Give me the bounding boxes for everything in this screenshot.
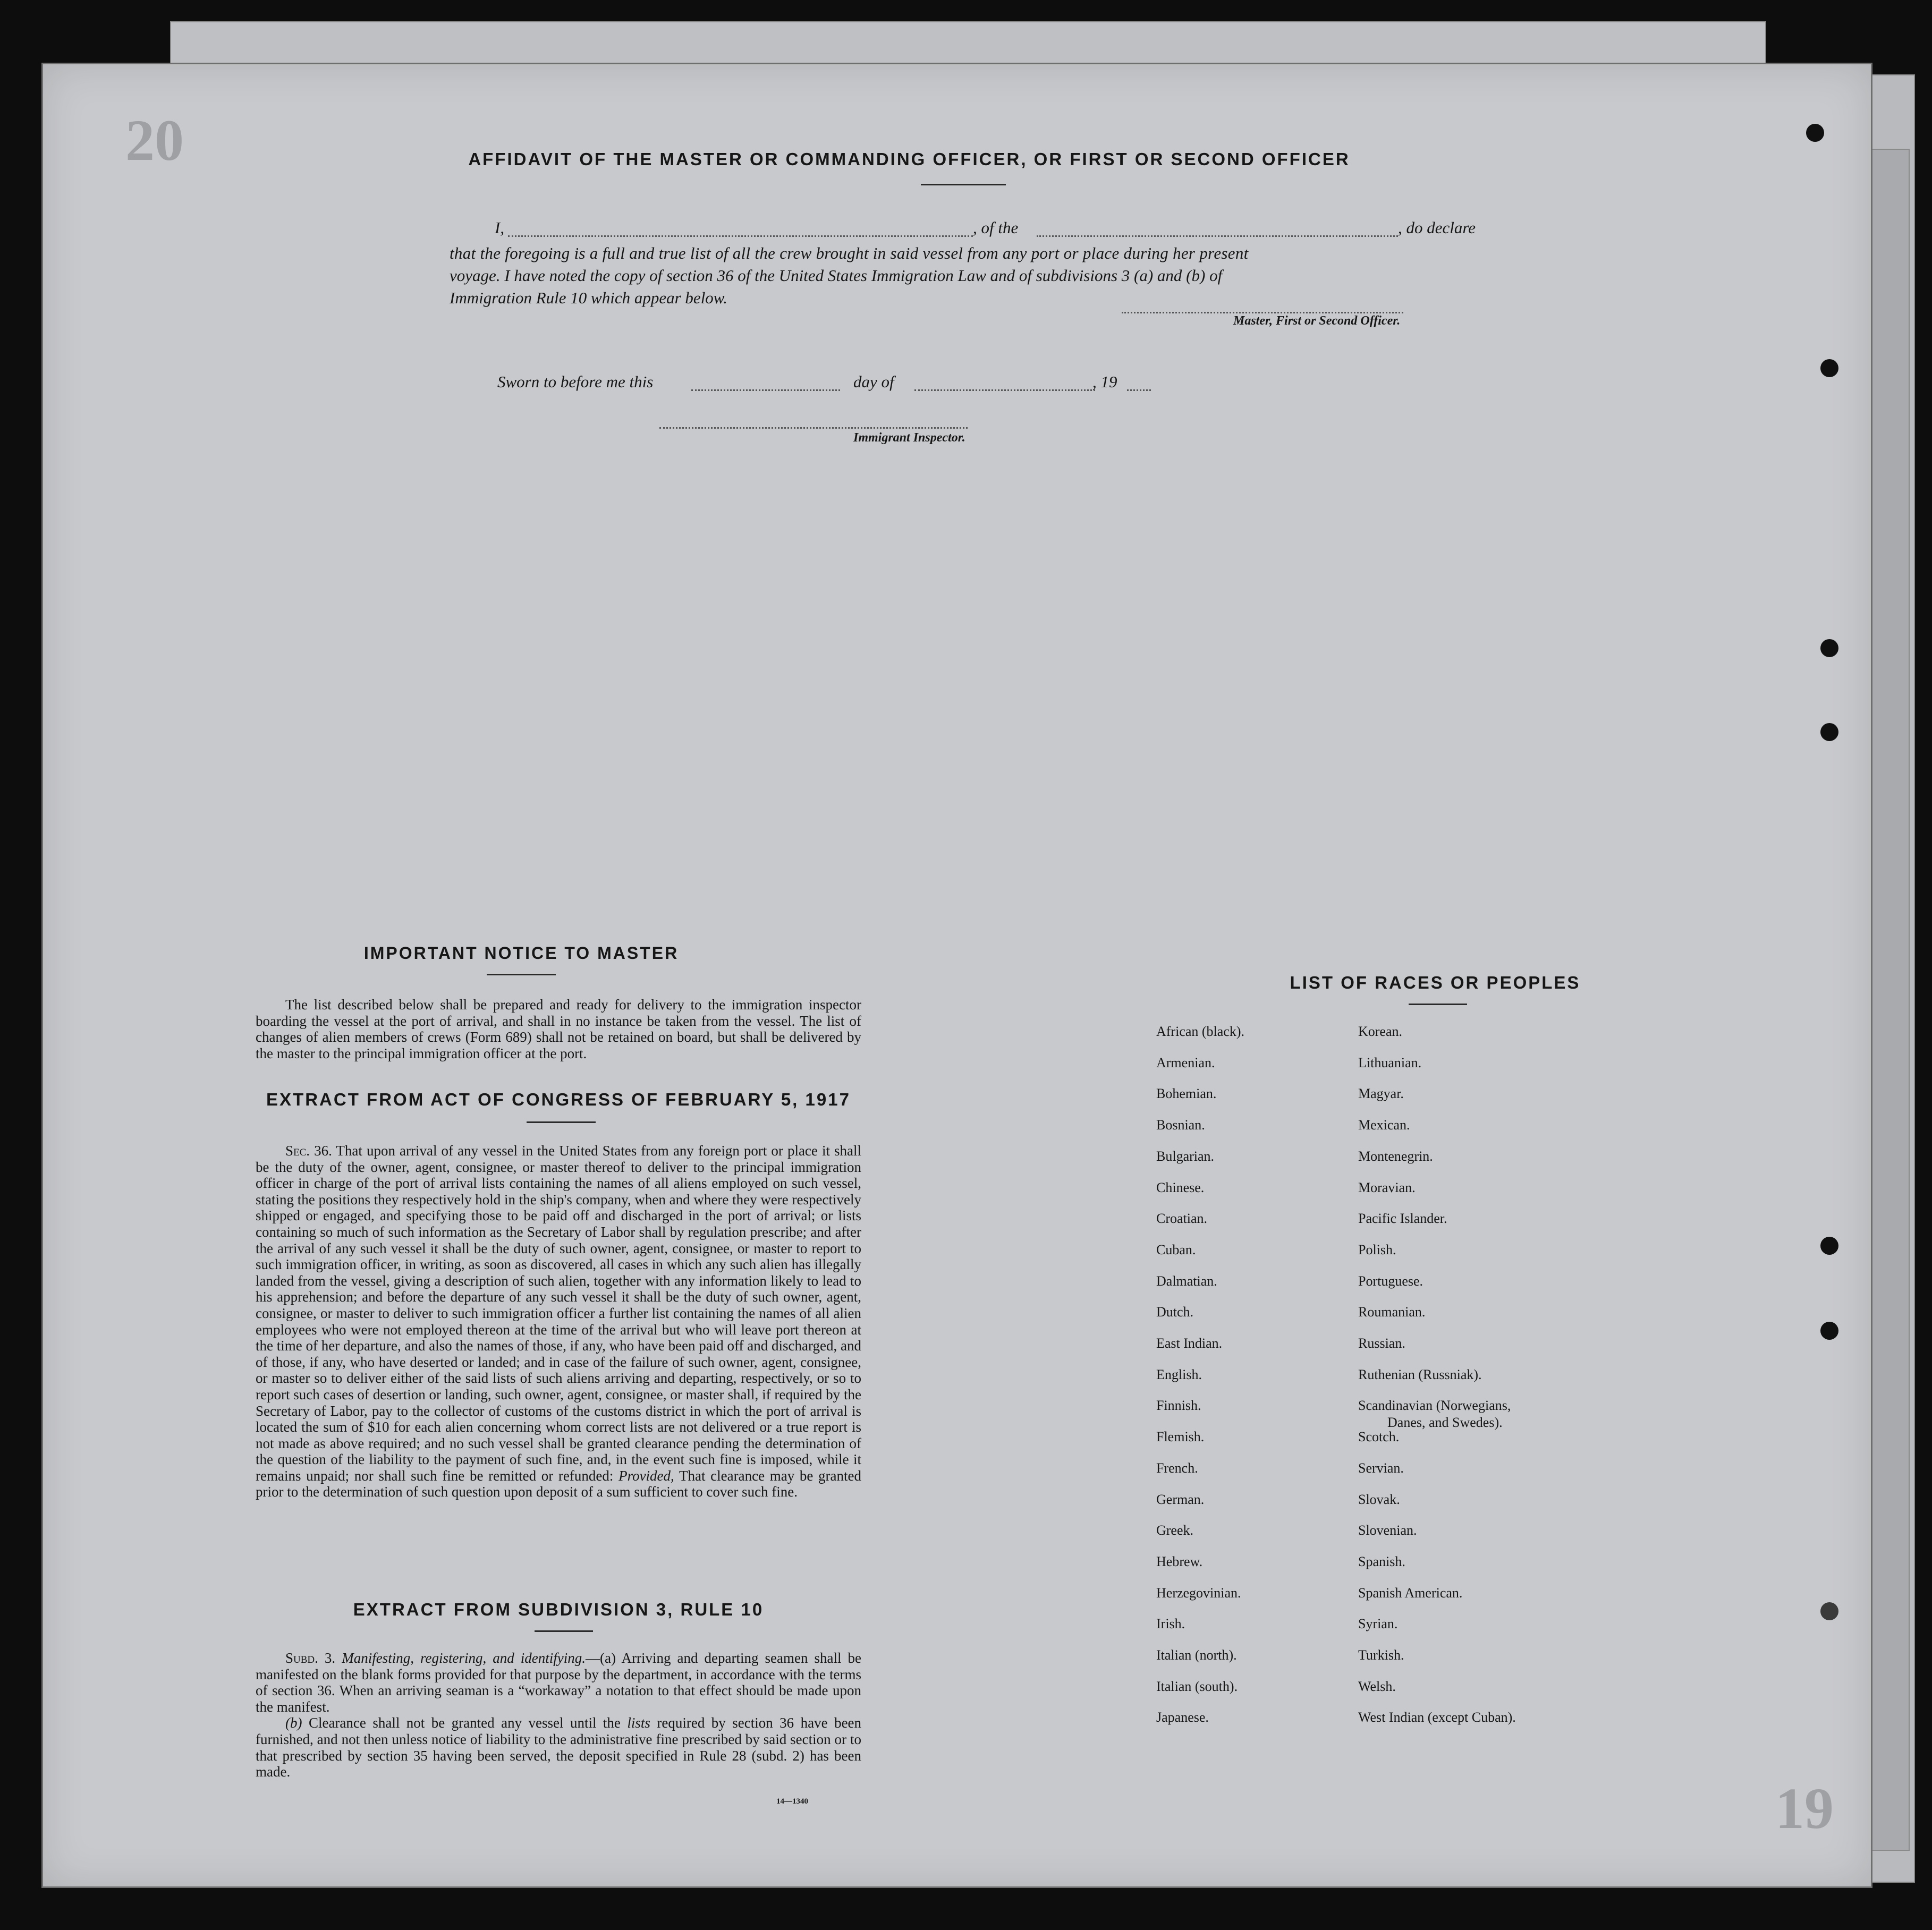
subd-para-a: —(a) Arriving and departing seamen shall be manifested on the blank forms provided for that purpose by the department, in accordance with the terms of section 36. When an arriving seaman is a “workaway” a notation to that effect should be made upon the manifest. (256, 1650, 861, 1715)
race-item: Irish. (1156, 1616, 1185, 1632)
race-item: Hebrew. (1156, 1553, 1203, 1569)
race-item: Slovak. (1358, 1491, 1400, 1507)
form-number: 14—1340 (776, 1797, 808, 1806)
signature-caption: Master, First or Second Officer. (1233, 314, 1401, 328)
punch-hole (1820, 639, 1838, 657)
race-item: Korean. (1358, 1024, 1403, 1039)
punch-hole (1806, 124, 1824, 142)
race-item: Armenian. (1156, 1055, 1215, 1070)
section-36-text: That upon arrival of any vessel in the United States from any foreign port or place it shall be the duty of the owner, agent, consignee, or master thereof to deliver to the principal immigration officer in charge of the port of arrival lists containing the names of all aliens employed on such vessel, stating the positions they respectively hold in the ship's company, when and where they were respectively shipped or engaged, and specifying those to be paid off and discharged in the port of arrival; or lists containing so much of such information as the Secretary of Labor shall by regulation prescribe; and after the arrival of any such vessel it shall be the duty of such owner, agent, consignee, or master to report to such immigration officer, in writing, as soon as discovered, all cases in which any such alien has illegally landed from the vessel, giving a description of such alien, together with any information likely to lead to his apprehension; and before the departure of any such vessel it shall be the duty of such owner, agent, consignee, or master to deliver to such immigration officer a further list containing the names of all alien employees who were not employed thereon at the time of the arrival but who will leave port thereon at the time of her departure, and also the names of those, if any, who have been paid off and discharged, and of those, if any, who have deserted or landed; and in case of the failure of such owner, agent, consignee, or master so to deliver either of the said lists of such aliens arriving and departing, respectively, or so to report such cases of desertion or landing, such owner, agent, consignee, or master shall, if required by the Secretary of Labor, pay to the collector of customs of the customs district in which the port of arrival is located the sum of $10 for each alien concerning whom correct lists are not delivered or a true report is not made as above required; and no such vessel shall be granted clearance pending the determination of the question of the liability to the payment of such fine, and, in the event such fine is imposed, while it remains unpaid; nor shall such fine be remitted or refunded: (256, 1143, 862, 1484)
document-page (41, 63, 1872, 1888)
race-item: Magyar. (1358, 1086, 1404, 1102)
race-item: Pacific Islander. (1358, 1211, 1447, 1227)
act-extract-title: EXTRACT FROM ACT OF CONGRESS OF FEBRUARY 5, 1917 (266, 1090, 851, 1109)
inspector-caption: Immigrant Inspector. (853, 431, 965, 445)
race-item: Dutch. (1156, 1304, 1194, 1320)
para-b-lists: lists (627, 1715, 650, 1731)
race-item: French. (1156, 1460, 1198, 1476)
rule-extract-body (256, 1650, 861, 1780)
race-item: Italian (north). (1156, 1647, 1237, 1663)
race-item: Ruthenian (Russniak). (1358, 1366, 1482, 1382)
act-extract-body (256, 1143, 861, 1500)
race-item: Bosnian. (1156, 1117, 1205, 1133)
affidavit-title: AFFIDAVIT OF THE MASTER OR COMMANDING OFFICER, OR FIRST OR SECOND OFFICER (468, 149, 1350, 169)
provided-text: That clearance may be granted prior to the determination of such question upon deposit of a sum sufficient to cover such fine. (256, 1467, 862, 1500)
provided-label: Provided, (618, 1467, 674, 1484)
race-item: Scotch. (1358, 1429, 1400, 1445)
inspector-blank (659, 427, 968, 429)
notice-paragraph: The list described below shall be prepared and ready for delivery to the immigration inspector boarding the vessel at the port of arrival, and shall in no instance be taken from the vessel. The list of changes of alien members of crews (Form 689) shall not be retained on board, but shall be delivered by the master to the principal immigration officer at the port. (256, 997, 861, 1061)
race-item: Chinese. (1156, 1179, 1205, 1195)
race-item: Moravian. (1358, 1179, 1416, 1195)
race-item: Japanese. (1156, 1710, 1209, 1725)
para-b-text: Clearance shall not be granted any vessel until the (308, 1715, 621, 1731)
race-item: Montenegrin. (1358, 1148, 1433, 1164)
punch-hole (1820, 1237, 1838, 1255)
race-item: Bohemian. (1156, 1086, 1217, 1102)
punch-hole (1820, 1602, 1838, 1620)
signature-blank (1122, 312, 1403, 313)
race-item: Mexican. (1358, 1117, 1410, 1133)
race-item: Syrian. (1358, 1616, 1398, 1632)
race-item: English. (1156, 1366, 1202, 1382)
affidavit-of-the: , of the (973, 218, 1019, 237)
title-rule (921, 184, 1006, 185)
name-blank (508, 235, 973, 237)
race-item: Greek. (1156, 1523, 1194, 1538)
race-item: Lithuanian. (1358, 1055, 1422, 1070)
year-blank (1127, 389, 1151, 391)
race-item: Turkish. (1358, 1647, 1404, 1663)
sworn-text: Sworn to before me this (497, 372, 654, 391)
para-b-label: (b) (285, 1715, 302, 1731)
faint-handmark: 19 (1775, 1776, 1834, 1841)
para-b-text-end: required by section 36 have been furnished, and not then unless notice of liability to the administrative fine prescribed by said section or to that prescribed by section 35 having been served, the deposit specified in Rule 28 (subd. 2) has been made. (256, 1715, 862, 1780)
race-item: Finnish. (1156, 1398, 1201, 1414)
race-item: Flemish. (1156, 1429, 1205, 1445)
race-item: Roumanian. (1358, 1304, 1426, 1320)
race-item: Herzegovinian. (1156, 1585, 1241, 1601)
affidavit-line: that the foregoing is a full and true list of all the crew brought in said vessel from any port or place during her present (450, 244, 1249, 262)
race-item: Dalmatian. (1156, 1273, 1217, 1289)
vessel-blank (1037, 235, 1398, 237)
race-item: Spanish American. (1358, 1585, 1463, 1601)
punch-hole (1820, 359, 1838, 377)
title-rule (487, 974, 556, 975)
race-item: Spanish. (1358, 1553, 1405, 1569)
race-item: African (black). (1156, 1024, 1245, 1039)
section-label: Sec. 36. (285, 1143, 332, 1159)
race-item: Italian (south). (1156, 1678, 1238, 1694)
day-blank (691, 389, 840, 391)
race-item: Scandinavian (Norwegians, (1358, 1398, 1511, 1414)
subd-label: Subd. 3. (285, 1650, 336, 1666)
races-title: LIST OF RACES OR PEOPLES (1290, 973, 1581, 992)
race-item: Servian. (1358, 1460, 1404, 1476)
race-item-continuation: Danes, and Swedes). (1387, 1415, 1503, 1430)
month-blank (914, 389, 1095, 391)
title-rule (1409, 1004, 1467, 1005)
race-item: Polish. (1358, 1242, 1396, 1257)
punch-hole (1820, 1322, 1838, 1340)
race-item: Welsh. (1358, 1678, 1396, 1694)
race-item: East Indian. (1156, 1336, 1223, 1351)
race-item: Portuguese. (1358, 1273, 1423, 1289)
subd-title: Manifesting, registering, and identifying. (342, 1650, 586, 1666)
title-rule (527, 1121, 596, 1123)
race-item: Cuban. (1156, 1242, 1196, 1257)
day-of-text: day of (853, 372, 894, 391)
race-item: Croatian. (1156, 1211, 1208, 1227)
race-item: Slovenian. (1358, 1523, 1417, 1538)
affidavit-line: Immigration Rule 10 which appear below. (450, 288, 727, 307)
affidavit-i: I, (495, 218, 505, 237)
affidavit-do-declare: , do declare (1398, 218, 1476, 237)
year-prefix: , 19 (1092, 372, 1117, 391)
punch-hole (1820, 723, 1838, 741)
affidavit-line: voyage. I have noted the copy of section 36 of the United States Immigration Law and of subdivisions 3 (a) and (b) of (450, 266, 1223, 285)
title-rule (535, 1630, 593, 1632)
notice-title: IMPORTANT NOTICE TO MASTER (363, 943, 679, 963)
notice-body (256, 997, 861, 1061)
race-item: German. (1156, 1491, 1205, 1507)
race-item: Russian. (1358, 1336, 1405, 1351)
race-item: West Indian (except Cuban). (1358, 1710, 1516, 1725)
race-item: Bulgarian. (1156, 1148, 1215, 1164)
rule-extract-title: EXTRACT FROM SUBDIVISION 3, RULE 10 (353, 1600, 764, 1619)
faint-handmark: 20 (125, 108, 184, 173)
